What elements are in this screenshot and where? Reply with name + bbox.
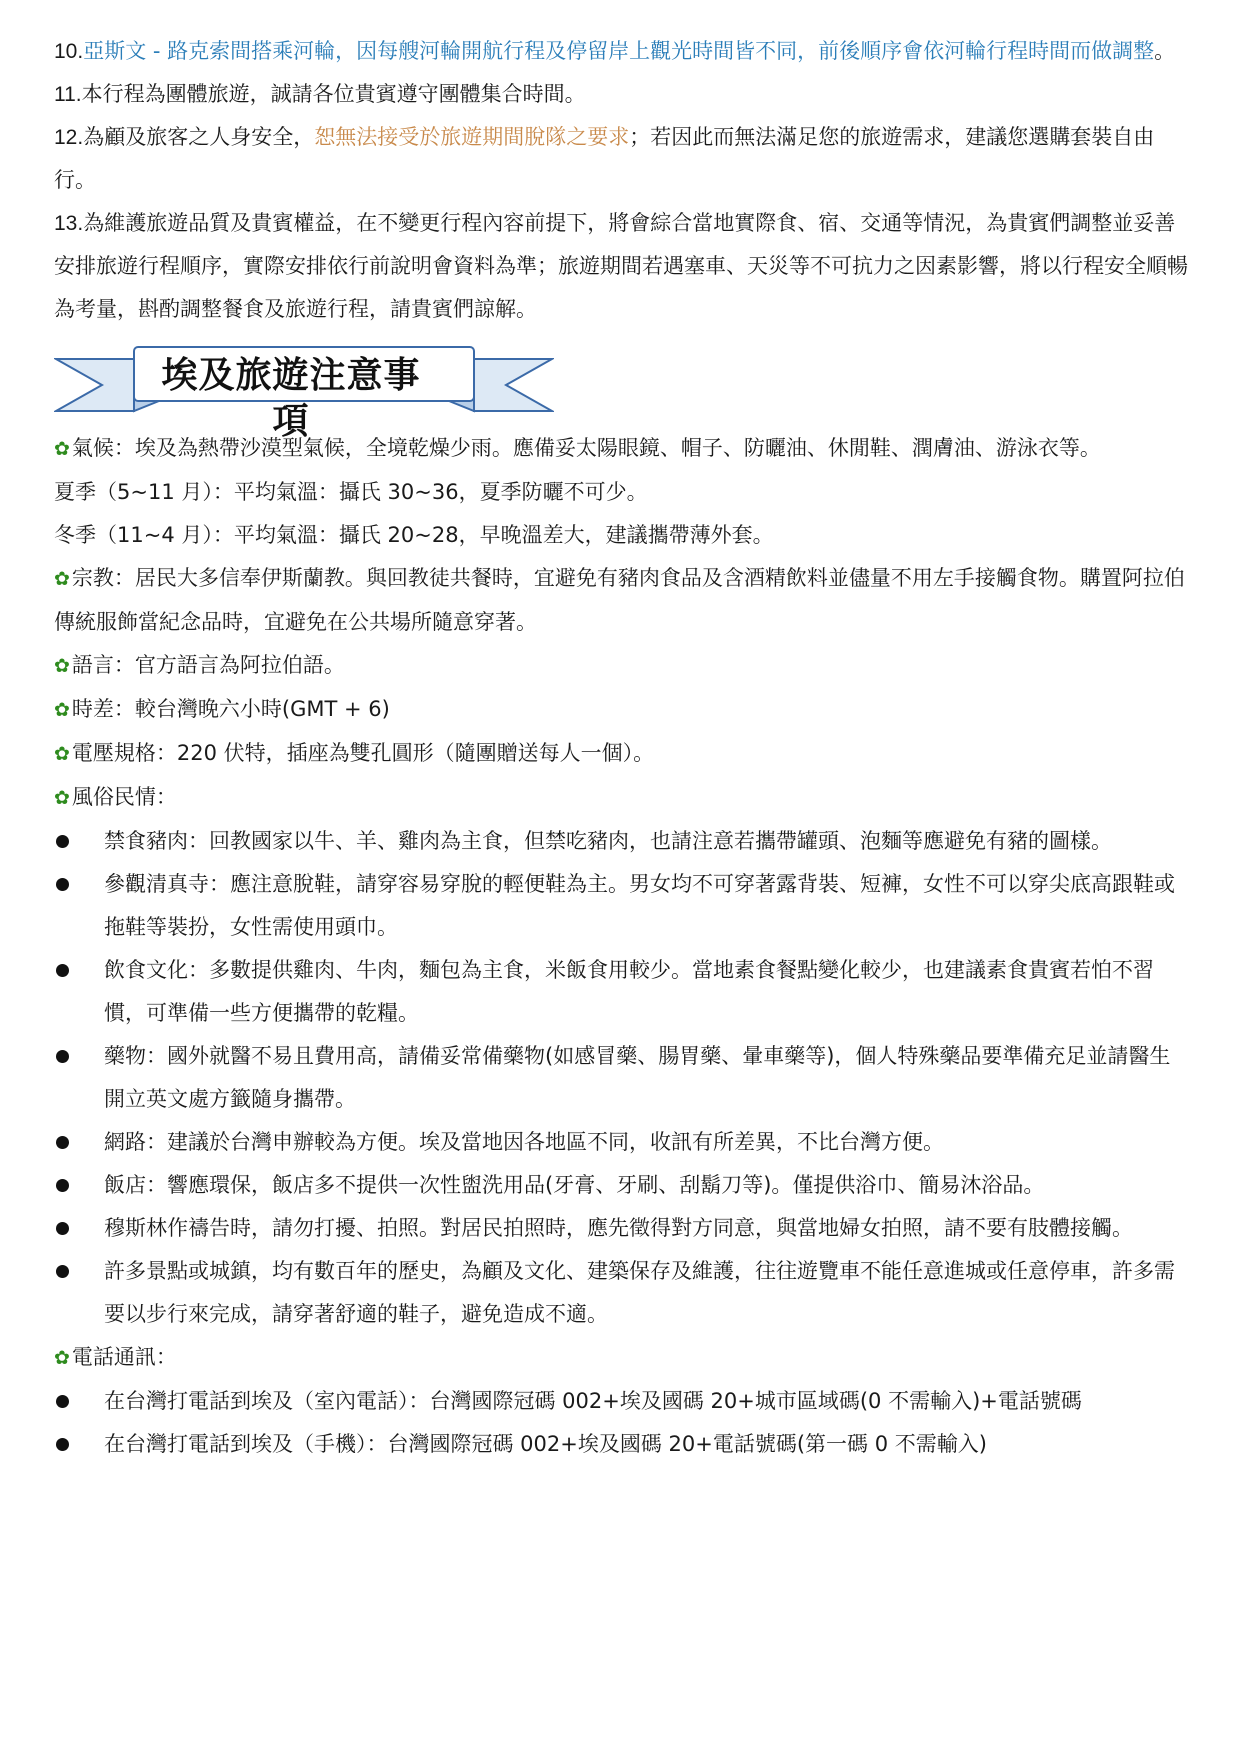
bullet-dot-icon — [56, 1265, 69, 1278]
flower-bullet-icon: ✿ — [54, 1347, 70, 1369]
bullet-dot-icon — [56, 964, 69, 977]
bullet-dot-icon — [56, 1050, 69, 1063]
customs-heading: ✿風俗民情： — [54, 785, 177, 809]
note-11: 11.本行程為團體旅遊，誠請各位貴賓遵守團體集合時間。 — [54, 82, 586, 106]
bullet-dot-icon — [56, 1438, 69, 1451]
list-item: 飯店：響應環保，飯店多不提供一次性盥洗用品(牙膏、牙刷、刮鬍刀等)。僅提供浴巾、簡易沐浴品。 — [54, 1164, 1189, 1207]
timezone-item: ✿時差：較台灣晚六小時(GMT + 6) — [54, 697, 390, 721]
voltage-item: ✿電壓規格：220 伏特，插座為雙孔圓形（隨團贈送每人一個）。 — [54, 741, 655, 765]
note-10: 10.亞斯文 - 路克索間搭乘河輪，因每艘河輪開航行程及停留岸上觀光時間皆不同，前後順序會依河輪行程時間而做調整。 — [54, 39, 1176, 63]
list-item: 飲食文化：多數提供雞肉、牛肉，麵包為主食，米飯食用較少。當地素食餐點變化較少，也建議素食貴賓若怕不習慣，可準備一些方便攜帶的乾糧。 — [54, 949, 1189, 1035]
flower-bullet-icon: ✿ — [54, 743, 70, 765]
customs-list — [54, 820, 1189, 1336]
phone-heading: ✿電話通訊： — [54, 1345, 177, 1369]
phone-list — [54, 1380, 1189, 1466]
document-page — [54, 30, 1189, 1466]
note-12-warning: 恕無法接受於旅遊期間脫隊之要求 — [314, 125, 630, 149]
list-item: 藥物：國外就醫不易且費用高，請備妥常備藥物(如感冒藥、腸胃藥、暈車藥等)，個人特殊藥品要準備充足並請醫生開立英文處方籤隨身攜帶。 — [54, 1035, 1189, 1121]
bullet-dot-icon — [56, 1395, 69, 1408]
list-item: 禁食豬肉：回教國家以牛、羊、雞肉為主食，但禁吃豬肉，也請注意若攜帶罐頭、泡麵等應避免有豬的圖樣。 — [54, 820, 1189, 863]
list-item: 參觀清真寺：應注意脫鞋，請穿容易穿脫的輕便鞋為主。男女均不可穿著露背裝、短褲，女性不可以穿尖底高跟鞋或拖鞋等裝扮，女性需使用頭巾。 — [54, 863, 1189, 949]
flower-bullet-icon: ✿ — [54, 655, 70, 677]
list-item: 在台灣打電話到埃及（室內電話）：台灣國際冠碼 002+埃及國碼 20+城市區域碼(0 不需輸入)+電話號碼 — [54, 1380, 1189, 1423]
language-item: ✿語言：官方語言為阿拉伯語。 — [54, 653, 345, 677]
bullet-dot-icon — [56, 1222, 69, 1235]
climate-summer: 夏季（5~11 月）：平均氣溫：攝氏 30~36，夏季防曬不可少。 — [54, 480, 648, 504]
section-title: 埃及旅遊注意事項 — [161, 355, 421, 442]
bullet-dot-icon — [56, 835, 69, 848]
climate-winter: 冬季（11~4 月）：平均氣溫：攝氏 20~28，早晚溫差大，建議攜帶薄外套。 — [54, 523, 774, 547]
flower-bullet-icon: ✿ — [54, 787, 70, 809]
section-banner — [54, 345, 554, 442]
climate-item: ✿氣候：埃及為熱帶沙漠型氣候，全境乾燥少雨。應備妥太陽眼鏡、帽子、防曬油、休閒鞋、潤膚油、游泳衣等。 — [54, 436, 1101, 460]
flower-bullet-icon: ✿ — [54, 699, 70, 721]
note-12: 12.為顧及旅客之人身安全，恕無法接受於旅遊期間脫隊之要求；若因此而無法滿足您的旅遊需求，建議您選購套裝自由行。 — [54, 125, 1155, 192]
list-item: 在台灣打電話到埃及（手機）：台灣國際冠碼 002+埃及國碼 20+電話號碼(第一碼 0 不需輸入) — [54, 1423, 1189, 1466]
bullet-dot-icon — [56, 1136, 69, 1149]
flower-bullet-icon: ✿ — [54, 568, 70, 590]
flower-bullet-icon: ✿ — [54, 438, 70, 460]
list-item: 穆斯林作禱告時，請勿打擾、拍照。對居民拍照時，應先徵得對方同意，與當地婦女拍照，請不要有肢體接觸。 — [54, 1207, 1189, 1250]
note-10-highlight: 亞斯文 - 路克索間搭乘河輪，因每艘河輪開航行程及停留岸上觀光時間皆不同，前後順序會依河輪行程時間而做調整 — [83, 39, 1155, 63]
note-13: 13.為維護旅遊品質及貴賓權益，在不變更行程內容前提下，將會綜合當地實際食、宿、交通等情況，為貴賓們調整並妥善安排旅遊行程順序，實際安排依行前說明會資料為準；旅遊期間若遇塞車、天災等不可抗力之因素影響，將以行程安全順暢為考量，斟酌調整餐食及旅遊行程，請貴賓們諒解。 — [54, 211, 1188, 321]
religion-item: ✿宗教：居民大多信奉伊斯蘭教。與回教徒共餐時，宜避免有豬肉食品及含酒精飲料並儘量不用左手接觸食物。購置阿拉伯傳統服飾當紀念品時，宜避免在公共場所隨意穿著。 — [54, 566, 1185, 634]
bullet-dot-icon — [56, 1179, 69, 1192]
list-item: 許多景點或城鎮，均有數百年的歷史，為顧及文化、建築保存及維護，往往遊覽車不能任意進城或任意停車，許多需要以步行來完成，請穿著舒適的鞋子，避免造成不適。 — [54, 1250, 1189, 1336]
list-item: 網路：建議於台灣申辦較為方便。埃及當地因各地區不同，收訊有所差異，不比台灣方便。 — [54, 1121, 1189, 1164]
bullet-dot-icon — [56, 878, 69, 891]
